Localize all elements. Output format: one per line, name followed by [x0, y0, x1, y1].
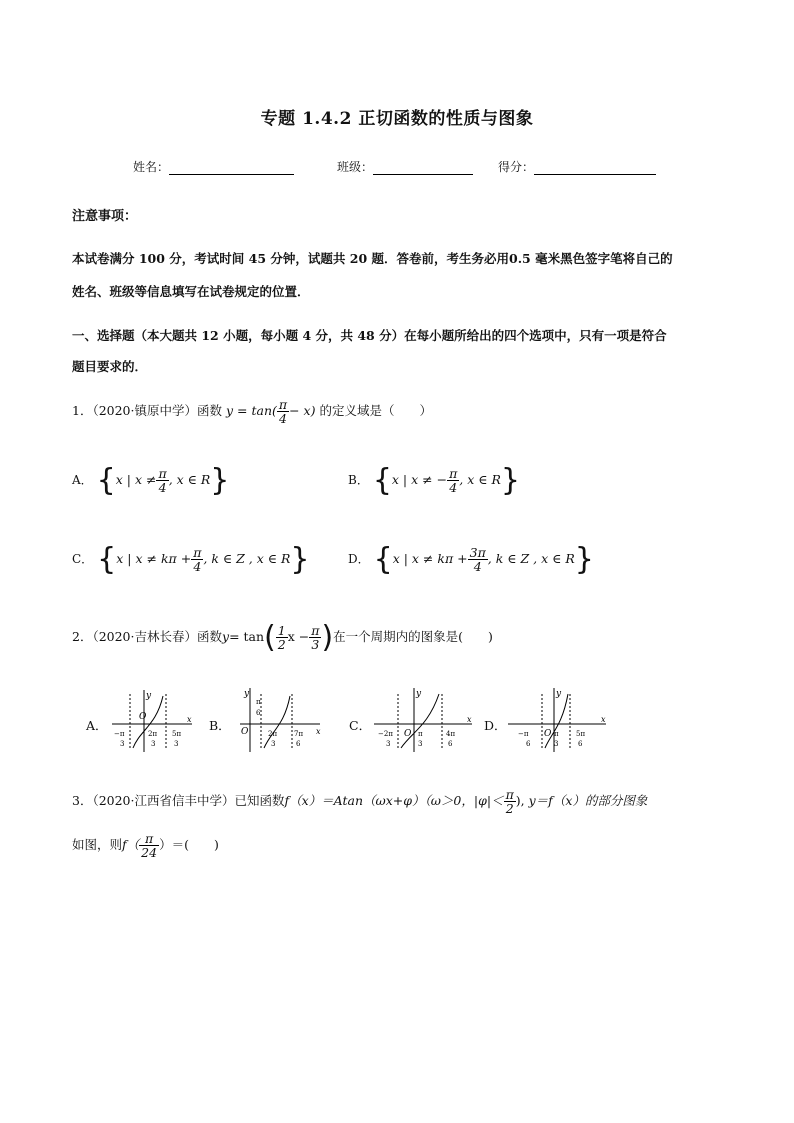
q3-line2-f: f（ [122, 837, 140, 853]
svg-text:3: 3 [418, 740, 423, 748]
svg-text:π: π [554, 730, 559, 738]
notice-line-1: 本试卷满分 100 分，考试时间 45 分钟，试题共 20 题．答卷前，考生务必用0.5 毫米黑色签字笔将自己的 [72, 251, 673, 266]
class-blank[interactable] [373, 162, 473, 175]
a-tick-1: −π [114, 730, 125, 738]
svg-text:−2π: −2π [378, 730, 393, 738]
section-heading-line-1: 一、选择题（本大题共 12 小题，每小题 4 分，共 48 分）在每小题所给出的四个选项中，只有一项是符合 [72, 328, 667, 343]
q2-suffix: 在一个周期内的图象是( ) [333, 629, 493, 644]
q3-prefix: 3．（2020·江西省信丰中学）已知函数 [72, 793, 285, 809]
q3-func: f（x）＝Atan（ωx+φ）（ω＞0，|φ|＜ [284, 793, 504, 809]
class-field [337, 158, 473, 175]
q1-c-label: C． [72, 552, 94, 566]
q1-b-num: π [449, 465, 458, 481]
q3-line2-post: ）＝( ) [159, 837, 219, 853]
q1-frac-den: 4 [279, 411, 287, 427]
svg-text:3: 3 [554, 740, 559, 748]
svg-text:7π: 7π [294, 730, 304, 738]
question-2 [72, 620, 493, 655]
svg-text:O: O [404, 729, 412, 739]
brace-close: } [290, 542, 310, 577]
svg-text:3: 3 [174, 740, 179, 748]
q1-option-b[interactable] [348, 463, 520, 498]
q1-b-post: , x ∈ R [459, 472, 501, 487]
q1-option-c[interactable] [72, 542, 310, 577]
q1-d-den: 4 [473, 559, 482, 574]
svg-text:6: 6 [256, 709, 261, 717]
svg-text:x: x [467, 715, 472, 724]
q3-line2-pre: 如图，则 [72, 837, 123, 853]
svg-text:y: y [146, 691, 152, 701]
q1-a-pre: x | x ≠ [115, 472, 157, 487]
score-blank[interactable] [534, 162, 656, 175]
brace-open: { [372, 463, 392, 498]
question-3 [72, 788, 647, 815]
brace-close: } [500, 463, 520, 498]
q2-f2-den: 3 [311, 637, 320, 652]
q2-x: x − [287, 629, 310, 644]
svg-text:−π: −π [518, 730, 529, 738]
svg-text:6: 6 [578, 740, 583, 748]
svg-text:6: 6 [526, 740, 531, 748]
graph-a[interactable] [108, 686, 196, 754]
q1-d-label: D． [348, 552, 370, 566]
svg-text:π: π [418, 730, 423, 738]
notice-line-2: 姓名、班级等信息填写在试卷规定的位置． [72, 284, 310, 299]
section-heading-line-2: 题目要求的． [72, 359, 148, 374]
svg-text:y: y [416, 689, 422, 699]
q3-line2-den: 24 [141, 845, 158, 861]
svg-text:5π: 5π [576, 730, 586, 738]
svg-text:3: 3 [271, 740, 276, 748]
graph-d[interactable] [506, 686, 610, 754]
brace-close: } [574, 542, 594, 577]
q2-options [86, 686, 794, 756]
q1-c-pre: x | x ≠ kπ + [116, 551, 192, 566]
svg-text:6: 6 [296, 740, 301, 748]
q3-frac-den: 2 [505, 801, 514, 817]
q2-f1-num: 1 [277, 622, 286, 638]
score-field [498, 158, 656, 175]
q2-c-label[interactable]: C． [349, 718, 372, 733]
svg-text:π: π [256, 698, 261, 706]
brace-open: { [373, 542, 393, 577]
svg-text:5π: 5π [172, 730, 182, 738]
q2-f1-den: 2 [277, 637, 286, 652]
question-3-line-2 [72, 832, 219, 859]
q1-d-num: 3π [469, 544, 486, 560]
q1-a-post: , x ∈ R [168, 472, 211, 487]
class-label: 班级： [337, 160, 374, 174]
q1-c-post: , k ∈ Z , x ∈ R [203, 551, 291, 566]
svg-text:4π: 4π [446, 730, 456, 738]
q1-c-den: 4 [193, 559, 202, 574]
svg-text:2π: 2π [148, 730, 158, 738]
svg-text:O: O [139, 712, 147, 722]
q2-eq: = tan [229, 629, 265, 644]
q1-b-pre: x | x ≠ − [391, 472, 448, 487]
svg-text:y: y [556, 689, 562, 699]
q1-a-den: 4 [158, 480, 167, 495]
q1-c-num: π [193, 544, 202, 560]
q1-frac-num: π [278, 397, 288, 412]
q1-option-a[interactable] [72, 463, 229, 498]
q3-tail: y＝f（x）的部分图象 [528, 793, 648, 809]
svg-text:2π: 2π [268, 730, 278, 738]
brace-open: { [96, 463, 116, 498]
svg-text:x: x [316, 727, 321, 736]
q2-b-label[interactable]: B． [209, 718, 231, 733]
q2-prefix: 2．（2020·吉林长春）函数 [72, 629, 222, 644]
q3-line2-num: π [139, 832, 159, 846]
q1-b-label: B． [348, 473, 369, 487]
q2-y: y [222, 629, 230, 644]
q1-func-rhs: − x) [289, 403, 316, 419]
q1-b-den: 4 [449, 480, 458, 495]
q1-prefix: 1．（2020·镇原中学）函数 [72, 403, 222, 419]
svg-text:3: 3 [120, 740, 125, 748]
score-label: 得分： [498, 160, 535, 174]
q3-frac-num: π [505, 787, 514, 802]
q1-func-lhs: y = tan( [225, 403, 277, 419]
brace-close: } [210, 463, 230, 498]
q1-a-label: A． [72, 473, 93, 487]
svg-text:x: x [601, 715, 606, 724]
graph-c[interactable] [372, 686, 476, 754]
svg-text:x: x [187, 715, 192, 724]
q1-option-d[interactable] [348, 542, 594, 577]
q1-suffix: 的定义域是（ ） [319, 403, 432, 419]
graph-b[interactable] [234, 686, 324, 754]
paren-close: ) [321, 620, 334, 655]
q2-f2-num: π [311, 622, 320, 638]
svg-text:3: 3 [386, 740, 391, 748]
name-field [133, 158, 294, 175]
page-title: 专题 1.4.2 正切函数的性质与图象 [260, 109, 534, 129]
q2-a-label[interactable]: A． [86, 718, 108, 733]
question-1 [72, 398, 432, 425]
svg-text:O: O [241, 727, 249, 737]
svg-text:O: O [544, 729, 552, 739]
q3-func-tail: ), [515, 793, 525, 809]
name-blank[interactable] [169, 162, 294, 175]
q1-a-num: π [158, 465, 167, 481]
svg-text:y: y [244, 689, 250, 699]
svg-text:3: 3 [151, 740, 156, 748]
q1-fraction [277, 398, 289, 425]
q2-d-label[interactable]: D． [484, 718, 507, 733]
q1-d-post: , k ∈ Z , x ∈ R [487, 551, 575, 566]
notice-heading: 注意事项： [72, 209, 138, 224]
brace-open: { [97, 542, 117, 577]
name-label: 姓名： [133, 160, 170, 174]
paren-open: ( [264, 620, 276, 655]
svg-text:6: 6 [448, 740, 453, 748]
q1-d-pre: x | x ≠ kπ + [392, 551, 468, 566]
